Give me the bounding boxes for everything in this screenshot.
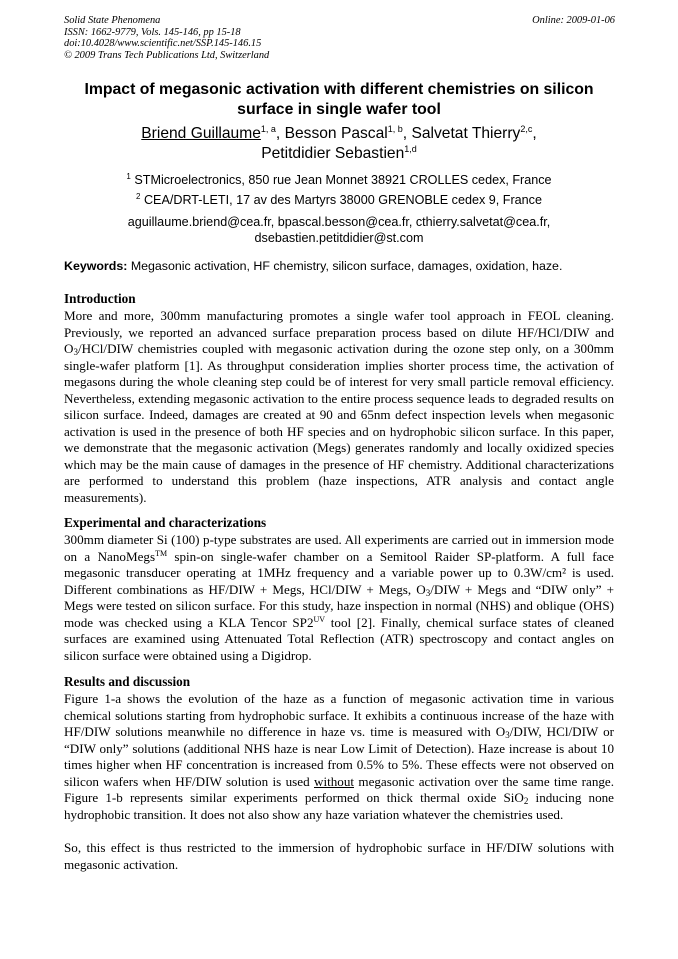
- journal-name: Solid State Phenomena: [64, 15, 161, 26]
- journal-header: [64, 15, 269, 61]
- results-conclusion-paragraph: So, this effect is thus restricted to the immersion of hydrophobic surface in HF/DIW solutions with megasonic activation.: [64, 840, 614, 872]
- affiliation-2: $^2$ CEA/DRT-LETI, 17 av des Martyrs 38000 GRENOBLE cedex 9, France: [136, 192, 542, 207]
- paper-title: Impact of megasonic activation with different chemistries on silicon surface in single wafer tool: [84, 81, 594, 118]
- author-emails: [64, 215, 614, 246]
- author-4: Petitdidier Sebastien: [261, 145, 405, 162]
- emails-line-1: aguillaume.briend@cea.fr, bpascal.besson@cea.fr, cthierry.salvetat@cea.fr,: [127, 215, 551, 229]
- doi-line: doi:10.4028/www.scientific.net/SSP.145-146.15: [64, 38, 262, 50]
- experimental-heading: Experimental and characterizations: [64, 515, 267, 530]
- author-2-affil: 1, b: [387, 124, 403, 134]
- author-4-affil: 1,d: [404, 144, 417, 154]
- experimental-paragraph: 300mm diameter Si (100) p-type substrates are used. All experiments are carried out in immersion mode on a NanoMegs™ spin-on single-wafer chamber on a Semitool Raider SP-platform. A full face megasonic transducer operating at 1MHz frequency and a variable power up to 0.3W/cm² is used. Different combinations as HF/DIW + Megs, HCl/DIW + Megs, $O_3$/DIW + Megs and “DIW only” + Megs were tested on silicon surface. For this study, haze inspection in normal (NHS) and oblique (OHS) mode was checked using a KLA Tencor $SP2^{UV}$ tool [2]. Finally, chemical surface states of cleaned surfaces are examined using Attenuated Total Reflection (ATR) spectroscopy and contact angles on silicon surface were obtained using a Digidrop.: [64, 532, 614, 663]
- keywords-label: Keywords:: [64, 259, 128, 273]
- results-heading: Results and discussion: [64, 674, 191, 689]
- results-paragraph: Figure 1-a shows the evolution of the haze as a function of megasonic activation time in various chemical solutions starting from hydrophobic surface. It exhibits a continuous increase of the haze with HF/DIW solutions meanwhile no difference in haze vs. time is measured with $O_3$/DIW, HCl/DIW or “DIW only” solutions (additional NHS haze is near Low Limit of Detection). Haze increase is about 10 times higher when HF concentration is increased from 0.5% to 5%. These effects were not observed on silicon wafers when HF/DIW solution is used without megasonic activation over the same time range. Figure 1-b represents similar experiments performed on thick thermal oxide SiO$_2$ inducing none hydrophobic transition. It does not also show any haze variation whatever the chemistries used.: [64, 691, 614, 822]
- keywords: [64, 259, 616, 274]
- online-date: Online: 2009-01-06: [532, 15, 615, 26]
- copyright-line: © 2009 Trans Tech Publications Ltd, Switzerland: [64, 49, 270, 61]
- author-list: Briend Guillaume$^{1, a}$, Besson Pascal$^{1, b}$, Salvetat Thierry$^{2,c}$, Petitdidier Sebastien$^{1,d}$: [141, 124, 537, 162]
- author-3-affil: 2,c: [520, 124, 533, 134]
- author-3: Salvetat Thierry: [411, 125, 521, 142]
- intro-heading: Introduction: [64, 291, 136, 306]
- intro-paragraph: More and more, 300mm manufacturing promotes a single wafer tool approach in FEOL cleaning. Previously, we reported an advanced surface preparation process based on dilute HF/HCl/DIW and $O_3/HCl$/DIW chemistries coupled with megasonic activation during the ozone step only, on a 300mm single-wafer platform [1]. As throughput consideration implies shorter process time, the activation of megasons during the whole cleaning step could be of interest for very small particle removal efficiency. Nevertheless, extending megasonic activation to the entire process sequence leads to degraded results on silicon surface. Indeed, damages are created at 90 and 65nm defect inspection levels when megasonic activation is used in the presence of both HF species and on hydrophobic silicon surface. In this paper, we demonstrate that the megasonic activation (Megs) generates randomly and locally oxidized species which may be the main cause of damages in the presence of HF chemistry. Additional characterizations are performed to understand this problem (haze inspections, ATR analysis and contact angle measurements).: [64, 308, 614, 505]
- issn-line: ISSN: 1662-9779, Vols. 145-146, pp 15-18: [64, 26, 241, 38]
- keywords-text: Megasonic activation, HF chemistry, silicon surface, damages, oxidation, haze.: [130, 259, 563, 273]
- author-2: Besson Pascal: [284, 125, 388, 142]
- author-1-affil: 1, a: [260, 124, 276, 134]
- emails-line-2: dsebastien.petitdidier@st.com: [254, 230, 424, 245]
- author-1: Briend Guillaume: [141, 125, 261, 142]
- affiliation-1: $^1$ STMicroelectronics, 850 rue Jean Monnet 38921 CROLLES cedex, France: [126, 172, 552, 187]
